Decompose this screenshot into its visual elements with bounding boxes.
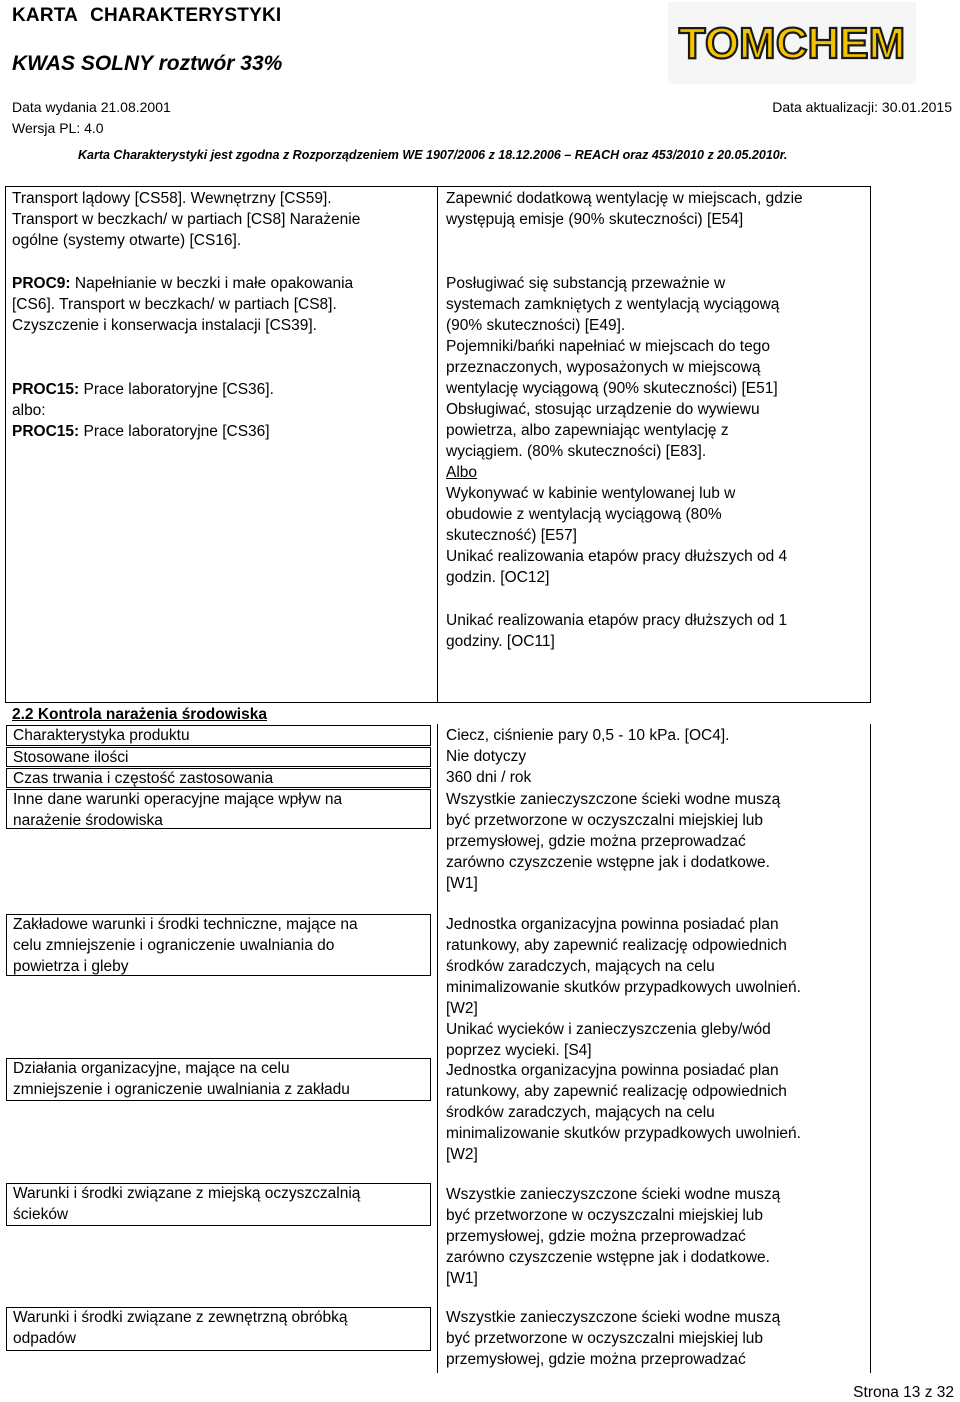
condition-label-line: Zakładowe warunki i środki techniczne, mające na: [13, 916, 358, 933]
condition-value: [446, 1184, 866, 1289]
condition-value: [446, 914, 866, 1061]
proc9-label: PROC9:: [12, 275, 71, 292]
condition-value-line: środków zaradczych, mających na celu: [446, 958, 715, 975]
condition-value-line: 360 dni / rok: [446, 769, 532, 786]
text-line: Transport lądowy [CS58]. Wewnętrzny [CS59].: [12, 190, 332, 207]
text-line: Wykonywać w kabinie wentylowanej lub w: [446, 485, 736, 502]
table1-right-border: [870, 186, 871, 703]
condition-label-line: celu zmniejszenie i ograniczenie uwalniania do: [13, 937, 335, 954]
condition-label-line: ścieków: [13, 1206, 69, 1223]
text-line: ogólne (systemy otwarte) [CS16].: [12, 232, 242, 249]
condition-label-line: Charakterystyka produktu: [13, 727, 190, 744]
condition-label-box: [6, 914, 431, 976]
condition-value-line: [W1]: [446, 1270, 478, 1287]
condition-value-line: być przetworzone w oczyszczalni miejskiej lub: [446, 1207, 764, 1224]
condition-label-line: Warunki i środki związane z miejską oczyszczalnią: [13, 1185, 361, 1202]
table2-right-border: [870, 724, 871, 1373]
condition-value-line: Nie dotyczy: [446, 748, 527, 765]
tomchem-logo: [668, 2, 916, 84]
duration-paragraph: [446, 610, 866, 652]
condition-label-line: zmniejszenie i ograniczenie uwalniania z zakładu: [13, 1081, 350, 1098]
ventilation-paragraph: [446, 188, 866, 230]
title-word-charakterystyki: CHARAKTERYSTYKI: [90, 5, 282, 26]
text-line: Transport w beczkach/ w partiach [CS8] Narażenie: [12, 211, 361, 228]
condition-value: [446, 725, 866, 746]
condition-label-box: [6, 1183, 431, 1226]
text-line: wyciągiem. (80% skuteczności) [E83].: [446, 443, 707, 460]
text-line: godzin. [OC12]: [446, 569, 550, 586]
condition-label-box: [6, 747, 431, 767]
condition-label-line: powietrza i gleby: [13, 958, 129, 975]
condition-value-line: [W1]: [446, 875, 478, 892]
section-heading: 2.2 Kontrola narażenia środowiska: [12, 706, 267, 723]
text-line: Posługiwać się substancją przeważnie w: [446, 275, 726, 292]
condition-label-line: narażenie środowiska: [13, 812, 163, 829]
condition-value-line: Jednostka organizacyjna powinna posiadać plan: [446, 916, 779, 933]
version: Wersja PL: 4.0: [12, 120, 104, 136]
condition-value: [446, 1060, 866, 1165]
condition-value: [446, 767, 866, 788]
condition-value: [446, 789, 866, 894]
condition-value-line: zarówno czyszczenie wstępne jak i dodatkowe.: [446, 1249, 770, 1266]
condition-label-line: Warunki i środki związane z zewnętrzną obróbką: [13, 1309, 348, 1326]
table1-left-border: [5, 186, 6, 703]
condition-value-line: [W2]: [446, 1000, 478, 1017]
condition-label-line: Działania organizacyjne, mające na celu: [13, 1060, 290, 1077]
condition-label-line: Czas trwania i częstość zastosowania: [13, 770, 274, 787]
condition-value-line: Wszystkie zanieczyszczone ścieki wodne muszą: [446, 791, 781, 808]
condition-value-line: poprzez wycieki. [S4]: [446, 1042, 592, 1059]
text-line: Obsługiwać, stosując urządzenie do wywiewu: [446, 401, 760, 418]
text-line: skuteczność) [E57]: [446, 527, 577, 544]
proc9-paragraph: [12, 273, 432, 336]
closed-systems-paragraph: [446, 273, 866, 588]
condition-value-line: być przetworzone w oczyszczalni miejskiej lub: [446, 812, 764, 829]
condition-value-line: [W2]: [446, 1146, 478, 1163]
text-line: Zapewnić dodatkową wentylację w miejscach, gdzie: [446, 190, 803, 207]
text-line: występują emisje (90% skuteczności) [E54]: [446, 211, 744, 228]
albo-text: albo:: [12, 402, 46, 419]
text-line: Unikać realizowania etapów pracy dłuższych od 1: [446, 612, 788, 629]
condition-value-line: minimalizowanie skutków przypadkowych uwolnień.: [446, 1125, 801, 1142]
proc15-label: PROC15:: [12, 381, 80, 398]
condition-label-line: Inne dane warunki operacyjne mające wpływ na: [13, 791, 343, 808]
condition-value-line: ratunkowy, aby zapewnić realizację odpowiednich: [446, 937, 787, 954]
condition-label-line: odpadów: [13, 1330, 76, 1347]
text-line: godziny. [OC11]: [446, 633, 555, 650]
condition-value-line: Ciecz, ciśnienie pary 0,5 - 10 kPa. [OC4].: [446, 727, 730, 744]
condition-value-line: minimalizowanie skutków przypadkowych uwolnień.: [446, 979, 801, 996]
condition-value-line: Wszystkie zanieczyszczone ścieki wodne muszą: [446, 1309, 781, 1326]
table1-divider: [437, 186, 438, 703]
page-number: Strona 13 z 32: [853, 1384, 954, 1401]
condition-value-line: Jednostka organizacyjna powinna posiadać plan: [446, 1062, 779, 1079]
condition-label-box: [6, 1058, 431, 1101]
product-name: KWAS SOLNY roztwór 33%: [12, 52, 283, 75]
proc15-label: PROC15:: [12, 423, 80, 440]
table1-bottom-border: [5, 702, 871, 703]
condition-value-line: przemysłowej, gdzie można przeprowadzać: [446, 1351, 746, 1368]
logo-text: TOMCHEM: [678, 19, 906, 68]
update-date: Data aktualizacji: 30.01.2015: [772, 99, 952, 115]
condition-value-line: ratunkowy, aby zapewnić realizację odpowiednich: [446, 1083, 787, 1100]
text-line: obudowie z wentylacją wyciągową (80%: [446, 506, 722, 523]
text-line: [CS6]. Transport w beczkach/ w partiach [CS8].: [12, 296, 337, 313]
condition-value-line: Wszystkie zanieczyszczone ścieki wodne muszą: [446, 1186, 781, 1203]
text-line: Prace laboratoryjne [CS36]: [79, 423, 270, 440]
table2-divider: [437, 724, 438, 1373]
text-line: przeznaczonych, wyposażonych w miejscową: [446, 359, 761, 376]
condition-value-line: zarówno czyszczenie wstępne jak i dodatkowe.: [446, 854, 770, 871]
text-line: wentylację wyciągową (90% skuteczności) [E51]: [446, 380, 778, 397]
condition-label-box: [6, 725, 431, 746]
document-title: [12, 5, 281, 27]
text-line: Pojemniki/bańki napełniać w miejscach do tego: [446, 338, 770, 355]
albo-underlined: Albo: [446, 464, 478, 481]
title-word-karta: KARTA: [12, 5, 79, 26]
condition-value-line: Unikać wycieków i zanieczyszczenia gleby/wód: [446, 1021, 771, 1038]
condition-value-line: przemysłowej, gdzie można przeprowadzać: [446, 833, 746, 850]
proc15-paragraph: [12, 379, 432, 442]
condition-label-box: [6, 1307, 431, 1351]
process-cell: [12, 188, 432, 442]
text-line: Prace laboratoryjne [CS36].: [79, 381, 274, 398]
text-line: systemach zamkniętych z wentylacją wyciągową: [446, 296, 780, 313]
condition-label-box: [6, 789, 431, 829]
text-line: powietrza, albo zapewniając wentylację z: [446, 422, 729, 439]
transport-paragraph: [12, 188, 432, 251]
text-line: Czyszczenie i konserwacja instalacji [CS39].: [12, 317, 317, 334]
condition-value-line: przemysłowej, gdzie można przeprowadzać: [446, 1228, 746, 1245]
issue-date: Data wydania 21.08.2001: [12, 99, 171, 115]
condition-label-box: [6, 768, 431, 788]
condition-value-line: środków zaradczych, mających na celu: [446, 1104, 715, 1121]
condition-value-line: być przetworzone w oczyszczalni miejskiej lub: [446, 1330, 764, 1347]
condition-value: [446, 1307, 866, 1370]
condition-label-line: Stosowane ilości: [13, 749, 129, 766]
table1-top-border: [5, 186, 871, 187]
regulation-note: Karta Charakterystyki jest zgodna z Rozporządzeniem WE 1907/2006 z 18.12.2006 – REACH oraz 453/2010 z 20.05.2010r.: [78, 148, 788, 162]
text-line: Unikać realizowania etapów pracy dłuższych od 4: [446, 548, 788, 565]
text-line: Napełnianie w beczki i małe opakowania: [70, 275, 354, 292]
condition-value: [446, 746, 866, 767]
text-line: (90% skuteczności) [E49].: [446, 317, 626, 334]
measures-cell: [446, 188, 866, 652]
